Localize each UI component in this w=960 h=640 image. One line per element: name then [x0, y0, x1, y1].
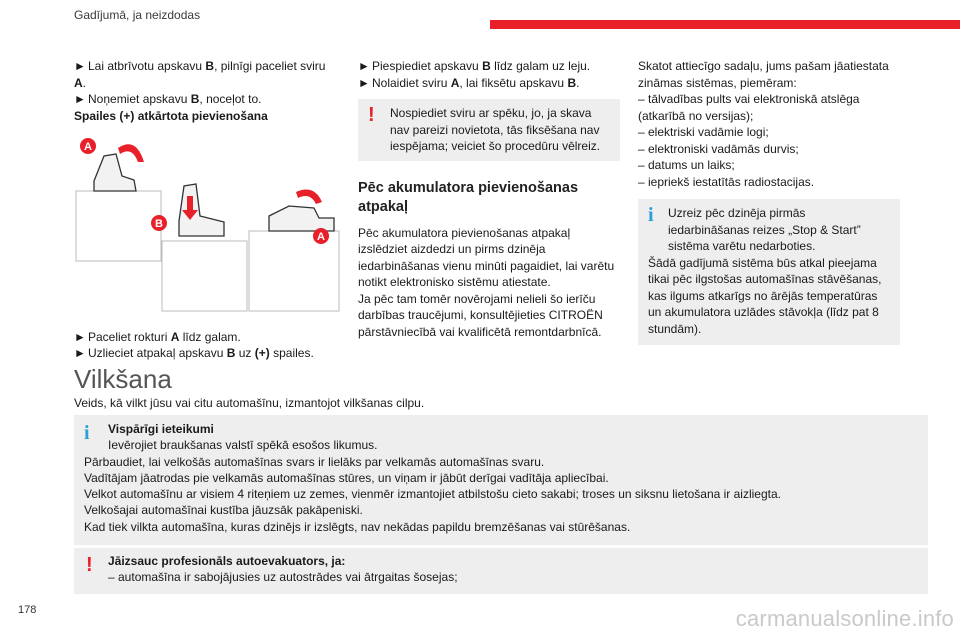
reset-list-item: – iepriekš iestatītās radiostacijas. [638, 174, 815, 189]
battery-clamp-illustration [74, 136, 344, 316]
para-consult: Ja pēc tam tomēr novērojami nelieli šo ierīču darbības traucējumi, konsultējieties CITROËN pārstāvniecībā vai kvalificētā remontdarbnīcā. [358, 291, 603, 339]
tow-truck-title: Jāizsauc profesionāls autoevakuators, ja: [108, 554, 346, 568]
svg-text:B: B [155, 218, 163, 230]
warning-icon: ! [86, 554, 93, 576]
bullet-arrow-icon: ► [358, 75, 370, 90]
column-1 [74, 58, 344, 362]
svg-text:A: A [317, 231, 325, 243]
bullet-arrow-icon: ► [74, 59, 86, 73]
section-title-towing: Vilkšana [74, 364, 172, 394]
running-header: Gadījumā, ja neizdodas [74, 8, 201, 22]
step-raise-handle: ► Paceliet rokturi A līdz galam. [74, 329, 241, 344]
general-advice-line: Velkošajai automašīnai kustība jāuzsāk pakāpeniski. [84, 503, 363, 518]
figure-label-a-top [80, 138, 96, 154]
general-advice-line: Ievērojiet braukšanas valstī spēkā esošos likumus. [108, 438, 378, 453]
para-reset: Pēc akumulatora pievienošanas atpakaļ izslēdziet aizdedzi un pirms dzinēja iedarbināšanas vienu minūti pagaidiet, lai varētu notikt elektronisko sistēmu atiestate. [358, 225, 615, 289]
general-advice-line: Vadītājam jāatrodas pie velkamās automašīnas stūres, un viņam ir jābūt derīgai vadītāja apliecībai. [84, 470, 609, 485]
reset-list-item: – tālvadības pults vai elektroniskā atslēga (atkarībā no versijas); [638, 92, 860, 123]
svg-text:A: A [84, 141, 92, 153]
general-advice-line: Velkot automašīnu ar visiem 4 riteņiem uz zemes, vienmēr izmantojiet atbilstošu cieto sakabi; troses un siksnu lietošana ir aizliegta. [84, 487, 781, 502]
column-3 [638, 58, 900, 345]
step-release-clamp: ► Lai atbrīvotu apskavu B, pilnīgi paceliet sviru A. [74, 59, 326, 90]
warning-note-tow-truck [74, 548, 928, 594]
step-refit-clamp: ► Uzlieciet atpakaļ apskavu B uz (+) spailes. [74, 346, 314, 360]
general-advice-line: Pārbaudiet, lai velkošās automašīnas svars ir lielāks par velkamās automašīnas svaru. [84, 454, 545, 469]
general-advice-title: Vispārīgi ieteikumi [108, 422, 214, 436]
reset-list-item: – datums un laiks; [638, 158, 735, 172]
bullet-arrow-icon: ► [358, 59, 370, 73]
warning-note-lever: ! Nospiediet sviru ar spēku, jo, ja skava nav pareizi novietota, tās fiksēšana nav iespējama; veiciet šo procedūru vēlreiz. [358, 99, 620, 161]
info-note-general-advice [74, 415, 928, 545]
heading-after-reconnect: Pēc akumulatora pievienošanas atpakaļ [358, 179, 579, 215]
step-remove-clamp: ► Noņemiet apskavu B, noceļot to. [74, 92, 262, 106]
figure-label-b [151, 215, 167, 231]
bullet-arrow-icon: ► [74, 329, 86, 344]
bullet-arrow-icon: ► [74, 92, 86, 106]
section-intro: Veids, kā vilkt jūsu vai citu automašīnu, izmantojot vilkšanas cilpu. [74, 396, 425, 410]
info-note-stop-start: i Uzreiz pēc dzinēja pirmās iedarbināšanas reizes „Stop & Start” sistēma varētu nedarboties. Šādā gadījumā sistēma būs atkal pieejama tikai pēc ilgstošas automašīnas stāvēšanas, kas ilgums atkarīgs no ārējās temperatūras un akumulatora uzlādes stāvokļa (līdz pat 8 stundām). [638, 199, 900, 345]
step-lower-lever: ► Nolaidiet sviru A, lai fiksētu apskavu B. [358, 75, 580, 90]
page-number: 178 [18, 604, 37, 616]
warning-icon: ! [368, 104, 375, 126]
step-press-clamp: ► Piespiediet apskavu B līdz galam uz leju. [358, 59, 591, 73]
general-advice-line: Kad tiek vilkta automašīna, kuras dzinējs ir izslēgts, nav nekādas papildu bremzēšanas vai stūrēšanas. [84, 519, 631, 534]
info-icon: i [84, 422, 90, 444]
subheading-reconnect: Spailes (+) atkārtota pievienošana [74, 108, 268, 123]
column-2 [358, 58, 620, 340]
reset-intro: Skatot attiecīgo sadaļu, jums pašam jāatiestata zināmas sistēmas, piemēram: [638, 59, 889, 90]
info-icon: i [648, 204, 654, 226]
watermark: carmanualsonline.info [735, 606, 954, 631]
figure-label-a-right [313, 228, 329, 244]
header-accent-bar [490, 20, 960, 29]
reset-list-item: – elektroniski vadāmās durvis; [638, 141, 799, 156]
bullet-arrow-icon: ► [74, 346, 86, 360]
tow-truck-line: – automašīna ir sabojājusies uz autostrādes vai ātrgaitas šosejas; [108, 570, 458, 585]
reset-list-item: – elektriski vadāmie logi; [638, 125, 769, 139]
